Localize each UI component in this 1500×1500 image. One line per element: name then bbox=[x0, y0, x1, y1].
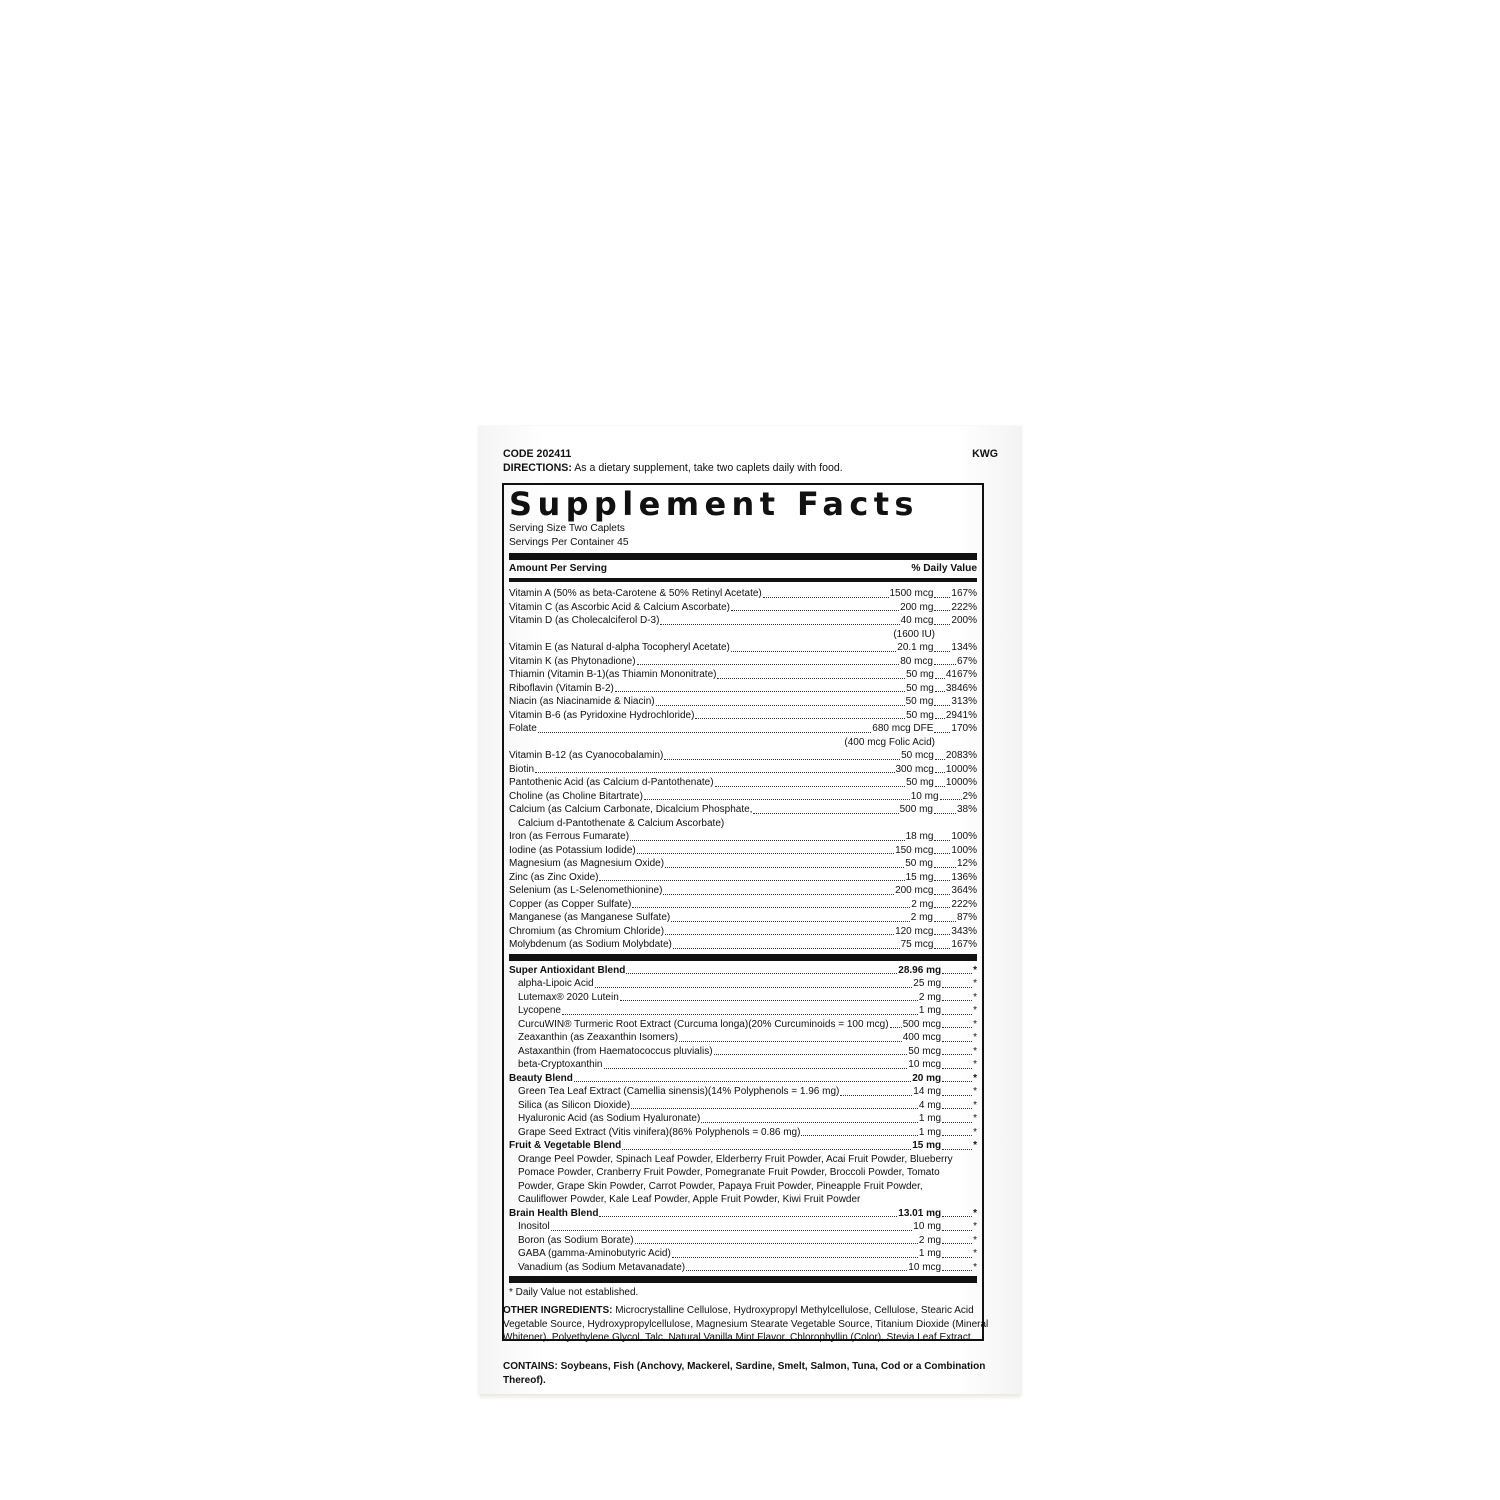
dot-leader bbox=[731, 610, 899, 611]
dot-leader bbox=[717, 678, 905, 679]
dot-leader bbox=[630, 840, 905, 841]
nutrient-daily-value: 364% bbox=[951, 885, 977, 896]
nutrient-amount: 20 mg bbox=[912, 1072, 942, 1084]
nutrient-amount: 20.1 mg bbox=[897, 642, 934, 653]
nutrient-name: Iodine (as Potassium Iodide) bbox=[509, 844, 636, 856]
divider-medium bbox=[509, 578, 977, 582]
dot-leader bbox=[632, 907, 910, 908]
dot-leader bbox=[942, 1149, 972, 1150]
dot-leader bbox=[535, 772, 894, 773]
nutrient-daily-value: * bbox=[973, 964, 977, 976]
dot-leader bbox=[935, 718, 945, 719]
nutrient-row bbox=[509, 911, 977, 925]
dot-leader bbox=[934, 921, 956, 922]
dot-leader bbox=[934, 705, 950, 706]
nutrient-row bbox=[509, 977, 977, 991]
nutrient-name: Niacin (as Niacinamide & Niacin) bbox=[509, 696, 655, 707]
nutrient-daily-value: * bbox=[973, 1059, 977, 1070]
nutrient-row bbox=[509, 1207, 977, 1221]
dot-leader bbox=[942, 1095, 972, 1096]
vitamin-d-note: (1600 IU) bbox=[893, 628, 935, 640]
dot-leader bbox=[686, 1270, 907, 1271]
dot-leader bbox=[942, 1216, 972, 1217]
nutrient-name: Silica (as Silicon Dioxide) bbox=[518, 1099, 631, 1111]
nutrient-amount: 500 mg bbox=[899, 804, 933, 815]
nutrient-daily-value: 3846% bbox=[945, 682, 977, 694]
nutrient-amount: 15 mg bbox=[905, 871, 934, 883]
divider-footer bbox=[509, 1276, 977, 1283]
nutrient-daily-value: 313% bbox=[951, 696, 977, 707]
dot-leader bbox=[934, 907, 950, 908]
nutrient-name: Vitamin B-12 (as Cyanocobalamin) bbox=[509, 750, 664, 761]
nutrient-amount: 2 mg bbox=[911, 898, 934, 910]
nutrient-row bbox=[509, 1112, 977, 1126]
nutrient-row bbox=[509, 776, 977, 790]
dot-leader bbox=[714, 1054, 908, 1055]
nutrient-row bbox=[509, 614, 977, 628]
panel-bottom-edge bbox=[480, 1394, 1020, 1400]
nutrient-name: Pantothenic Acid (as Calcium d-Pantothenate) bbox=[509, 777, 714, 788]
dot-leader bbox=[599, 1216, 897, 1217]
nutrient-row bbox=[509, 938, 977, 952]
nutrient-row bbox=[509, 857, 977, 871]
nutrient-name: Molybdenum (as Sodium Molybdate) bbox=[509, 939, 672, 950]
nutrient-name: GABA (gamma-Aminobutyric Acid) bbox=[518, 1248, 671, 1259]
dot-leader bbox=[664, 759, 900, 760]
dot-leader bbox=[942, 1243, 972, 1244]
nutrient-amount: 50 mcg bbox=[908, 1045, 942, 1057]
nutrient-row bbox=[509, 1234, 977, 1248]
nutrient-amount: 50 mg bbox=[906, 682, 934, 694]
nutrient-daily-value: * bbox=[973, 1086, 977, 1097]
nutrient-row bbox=[509, 722, 977, 736]
nutrient-daily-value: * bbox=[973, 1261, 977, 1273]
nutrient-daily-value: 136% bbox=[951, 871, 977, 883]
dot-leader bbox=[635, 1243, 918, 1244]
nutrient-row bbox=[509, 749, 977, 763]
nutrient-daily-value: * bbox=[973, 991, 977, 1003]
nutrient-name: Hyaluronic Acid (as Sodium Hyaluronate) bbox=[518, 1113, 701, 1124]
nutrient-amount: 300 mcg bbox=[895, 763, 934, 775]
nutrient-daily-value: 200% bbox=[951, 615, 977, 626]
nutrient-name: alpha-Lipoic Acid bbox=[518, 978, 594, 989]
vitamin-list bbox=[509, 587, 977, 952]
nutrient-daily-value: * bbox=[973, 1072, 977, 1084]
dot-leader bbox=[637, 853, 894, 854]
nutrient-daily-value: 100% bbox=[951, 831, 977, 842]
dot-leader bbox=[574, 1081, 911, 1082]
blend-list bbox=[509, 964, 977, 1275]
nutrient-name: Fruit & Vegetable Blend bbox=[509, 1140, 622, 1151]
daily-value-label: % Daily Value bbox=[911, 563, 977, 574]
dot-leader bbox=[671, 921, 910, 922]
nutrient-row bbox=[509, 1045, 977, 1059]
other-ingredients bbox=[503, 1304, 1003, 1345]
nutrient-row bbox=[509, 655, 977, 669]
nutrient-amount: 10 mcg bbox=[908, 1059, 942, 1070]
nutrient-name: Copper (as Copper Sulfate) bbox=[509, 898, 632, 910]
product-code: CODE 202411 bbox=[503, 448, 572, 460]
nutrient-daily-value: 2083% bbox=[945, 750, 977, 761]
nutrient-row bbox=[509, 884, 977, 898]
dot-leader bbox=[934, 624, 950, 625]
nutrient-row bbox=[509, 682, 977, 696]
nutrient-name: Beauty Blend bbox=[509, 1072, 573, 1084]
fruit-vegetable-ingredients: Orange Peel Powder, Spinach Leaf Powder, Elderberry Fruit Powder, Acai Fruit Powder, Blueberry Pomace Powder, Cranberry Fruit Powder, Pomegranate Fruit Powder, Broccoli Powder, Tomato Powder, Grape Skin Powder, Carrot Powder, Papaya Fruit Powder, Pineapple Fruit Powder, Cauliflower Powder, Kale Leaf Powder, Apple Fruit Powder, Kiwi Fruit Powder bbox=[518, 1153, 953, 1205]
divider-thick bbox=[509, 553, 977, 560]
nutrient-name: Astaxanthin (from Haematococcus pluvialis) bbox=[518, 1045, 713, 1057]
nutrient-amount: 75 mcg bbox=[900, 939, 934, 950]
nutrient-name: Boron (as Sodium Borate) bbox=[518, 1234, 634, 1246]
dot-leader bbox=[656, 705, 905, 706]
dot-leader bbox=[935, 691, 945, 692]
nutrient-amount: 25 mg bbox=[913, 978, 942, 989]
nutrient-row bbox=[509, 1126, 977, 1140]
nutrient-row bbox=[509, 587, 977, 601]
nutrient-name: Choline (as Choline Bitartrate) bbox=[509, 790, 643, 802]
dot-leader bbox=[935, 759, 945, 760]
nutrient-daily-value: 38% bbox=[956, 804, 977, 815]
nutrient-amount: 10 mg bbox=[910, 790, 939, 802]
nutrient-amount: 200 mg bbox=[900, 601, 934, 613]
dot-leader bbox=[715, 786, 906, 787]
nutrient-daily-value: 100% bbox=[951, 844, 977, 856]
nutrient-row bbox=[509, 898, 977, 912]
nutrient-amount: 10 mg bbox=[913, 1221, 942, 1232]
nutrient-amount: 50 mg bbox=[905, 696, 934, 707]
nutrient-name: Lutemax® 2020 Lutein bbox=[518, 991, 619, 1003]
nutrient-name: Biotin bbox=[509, 763, 535, 775]
nutrient-amount: 2 mg bbox=[910, 912, 933, 923]
nutrient-row bbox=[509, 1085, 977, 1099]
dot-leader bbox=[562, 1014, 918, 1015]
nutrient-row bbox=[509, 1139, 977, 1153]
nutrient-name: Vitamin C (as Ascorbic Acid & Calcium Ascorbate) bbox=[509, 601, 731, 613]
nutrient-name: Lycopene bbox=[518, 1005, 561, 1016]
kwg-code: KWG bbox=[972, 448, 998, 460]
nutrient-daily-value: * bbox=[973, 1099, 977, 1111]
nutrient-amount: 13.01 mg bbox=[898, 1207, 942, 1219]
daily-value-note: * Daily Value not established. bbox=[509, 1287, 639, 1298]
dot-leader bbox=[934, 651, 950, 652]
nutrient-amount: 2 mg bbox=[918, 991, 942, 1003]
nutrient-name: Green Tea Leaf Extract (Camellia sinensis)(14% Polyphenols = 1.96 mg) bbox=[518, 1086, 840, 1097]
nutrient-amount: 4 mg bbox=[918, 1099, 942, 1111]
nutrient-name: Riboflavin (Vitamin B-2) bbox=[509, 682, 614, 694]
dot-leader bbox=[663, 894, 894, 895]
amount-per-serving-label: Amount Per Serving bbox=[509, 563, 607, 574]
serving-size: Serving Size Two Caplets bbox=[509, 523, 625, 534]
nutrient-name: Vitamin A (50% as beta-Carotene & 50% Retinyl Acetate) bbox=[509, 588, 762, 599]
nutrient-amount: 1 mg bbox=[918, 1248, 942, 1259]
dot-leader bbox=[934, 880, 950, 881]
nutrient-name: Super Antioxidant Blend bbox=[509, 964, 626, 976]
dot-leader bbox=[942, 987, 972, 988]
nutrient-name: Iron (as Ferrous Fumarate) bbox=[509, 831, 630, 842]
dot-leader bbox=[551, 1230, 913, 1231]
dot-leader bbox=[660, 624, 899, 625]
nutrient-name: Grape Seed Extract (Vitis vinifera)(86% Polyphenols = 0.86 mg) bbox=[518, 1126, 801, 1138]
dot-leader bbox=[801, 1135, 917, 1136]
nutrient-name: Selenium (as L-Selenomethionine) bbox=[509, 885, 663, 896]
dot-leader bbox=[942, 1054, 972, 1055]
dot-leader bbox=[595, 987, 913, 988]
nutrient-daily-value: * bbox=[973, 1018, 977, 1030]
nutrient-row bbox=[509, 695, 977, 709]
dot-leader bbox=[679, 1041, 902, 1042]
nutrient-daily-value: 4167% bbox=[945, 669, 977, 680]
nutrient-name: Zinc (as Zinc Oxide) bbox=[509, 871, 599, 883]
nutrient-daily-value: 12% bbox=[956, 858, 977, 869]
nutrient-name: Vitamin D (as Cholecalciferol D-3) bbox=[509, 615, 660, 626]
nutrient-daily-value: * bbox=[973, 1234, 977, 1246]
dot-leader bbox=[934, 867, 956, 868]
nutrient-name: Zeaxanthin (as Zeaxanthin Isomers) bbox=[518, 1032, 679, 1043]
nutrient-daily-value: * bbox=[973, 1221, 977, 1232]
nutrient-daily-value: 87% bbox=[956, 912, 977, 923]
nutrient-daily-value: 2941% bbox=[945, 709, 977, 721]
nutrient-row bbox=[509, 1220, 977, 1234]
nutrient-name: Vitamin B-6 (as Pyridoxine Hydrochloride) bbox=[509, 709, 695, 721]
nutrient-row bbox=[509, 668, 977, 682]
nutrient-amount: 14 mg bbox=[913, 1086, 942, 1097]
calcium-note: Calcium d-Pantothenate & Calcium Ascorbate) bbox=[518, 817, 725, 829]
dot-leader bbox=[935, 786, 945, 787]
nutrient-name: Thiamin (Vitamin B-1)(as Thiamin Mononitrate) bbox=[509, 669, 717, 680]
nutrient-row bbox=[509, 830, 977, 844]
nutrient-daily-value: 134% bbox=[951, 642, 977, 653]
dot-leader bbox=[942, 1270, 972, 1271]
contains-statement: CONTAINS: Soybeans, Fish (Anchovy, Mackerel, Sardine, Smelt, Salmon, Tuna, Cod or a Combination Thereof). bbox=[503, 1361, 986, 1386]
nutrient-amount: 50 mg bbox=[906, 709, 934, 721]
nutrient-daily-value: 1000% bbox=[945, 763, 977, 775]
nutrient-name: Brain Health Blend bbox=[509, 1207, 599, 1219]
dot-leader bbox=[942, 1027, 972, 1028]
nutrient-daily-value: * bbox=[973, 1005, 977, 1016]
dot-leader bbox=[622, 1149, 911, 1150]
nutrient-row bbox=[509, 1018, 977, 1032]
nutrient-daily-value: * bbox=[973, 1248, 977, 1259]
dot-leader bbox=[615, 691, 905, 692]
nutrient-name: Calcium (as Calcium Carbonate, Dicalcium Phosphate, bbox=[509, 804, 753, 815]
nutrient-name: CurcuWIN® Turmeric Root Extract (Curcuma longa)(20% Curcuminoids = 100 mcg) bbox=[518, 1018, 889, 1030]
nutrient-name: Folate bbox=[509, 723, 537, 734]
dot-leader bbox=[840, 1095, 912, 1096]
dot-leader bbox=[631, 1108, 918, 1109]
nutrient-amount: 50 mg bbox=[906, 669, 934, 680]
dot-leader bbox=[701, 1122, 918, 1123]
dot-leader bbox=[934, 853, 950, 854]
nutrient-name: Chromium (as Chromium Chloride) bbox=[509, 925, 665, 937]
dot-leader bbox=[604, 1068, 908, 1069]
dot-leader bbox=[626, 973, 897, 974]
amount-header bbox=[509, 562, 977, 576]
directions-label: DIRECTIONS: bbox=[503, 462, 572, 474]
dot-leader bbox=[942, 1068, 972, 1069]
supplement-facts-box bbox=[502, 483, 984, 1341]
nutrient-amount: 2 mg bbox=[918, 1234, 942, 1246]
nutrient-amount: 28.96 mg bbox=[898, 964, 942, 976]
nutrient-daily-value: 167% bbox=[951, 939, 977, 950]
other-ingredients-label: OTHER INGREDIENTS: bbox=[503, 1305, 613, 1316]
nutrient-amount: 200 mcg bbox=[895, 885, 934, 896]
nutrient-daily-value: 2% bbox=[962, 790, 977, 802]
nutrient-amount: 1 mg bbox=[918, 1113, 942, 1124]
dot-leader bbox=[665, 867, 904, 868]
dot-leader bbox=[942, 1081, 972, 1082]
nutrient-daily-value: * bbox=[973, 1113, 977, 1124]
dot-leader bbox=[942, 1108, 972, 1109]
nutrient-amount: 80 mcg bbox=[900, 655, 933, 667]
supplement-label-panel bbox=[478, 426, 1022, 1396]
nutrient-row bbox=[509, 790, 977, 804]
nutrient-row bbox=[509, 991, 977, 1005]
dot-leader bbox=[934, 948, 950, 949]
nutrient-amount: 1 mg bbox=[918, 1126, 942, 1138]
nutrient-name: Inositol bbox=[518, 1221, 550, 1232]
nutrient-amount: 50 mcg bbox=[901, 750, 934, 761]
dot-leader bbox=[538, 732, 871, 733]
nutrient-daily-value: 222% bbox=[951, 898, 977, 910]
dot-leader bbox=[673, 948, 900, 949]
divider-blends bbox=[509, 954, 977, 961]
nutrient-daily-value: * bbox=[973, 978, 977, 989]
nutrient-daily-value: 67% bbox=[956, 655, 977, 667]
nutrient-daily-value: * bbox=[973, 1207, 977, 1219]
nutrient-row bbox=[509, 1058, 977, 1072]
dot-leader bbox=[934, 894, 950, 895]
nutrient-amount: 40 mcg bbox=[900, 615, 934, 626]
nutrient-daily-value: 170% bbox=[951, 723, 977, 734]
nutrient-name: Vitamin K (as Phytonadione) bbox=[509, 655, 636, 667]
nutrient-daily-value: 343% bbox=[951, 925, 977, 937]
dot-leader bbox=[935, 772, 945, 773]
nutrient-row bbox=[509, 763, 977, 777]
dot-leader bbox=[942, 1014, 972, 1015]
nutrient-daily-value: 167% bbox=[951, 588, 977, 599]
nutrient-amount: 1 mg bbox=[918, 1005, 942, 1016]
dot-leader bbox=[890, 1027, 902, 1028]
dot-leader bbox=[934, 664, 956, 665]
dot-leader bbox=[599, 880, 904, 881]
facts-title: Supplement Facts bbox=[509, 485, 919, 523]
nutrient-row bbox=[509, 1261, 977, 1275]
nutrient-row bbox=[509, 925, 977, 939]
nutrient-row bbox=[509, 844, 977, 858]
nutrient-name: Vitamin E (as Natural d-alpha Tocopheryl Acetate) bbox=[509, 642, 730, 653]
nutrient-daily-value: 222% bbox=[951, 601, 977, 613]
nutrient-amount: 680 mcg DFE bbox=[872, 723, 934, 734]
nutrient-daily-value: * bbox=[973, 1140, 977, 1151]
dot-leader bbox=[934, 597, 950, 598]
dot-leader bbox=[942, 1122, 972, 1123]
nutrient-daily-value: * bbox=[973, 1126, 977, 1138]
product-code-line bbox=[503, 448, 998, 461]
nutrient-row bbox=[509, 964, 977, 978]
nutrient-amount: 1500 mcg bbox=[889, 588, 934, 599]
dot-leader bbox=[934, 840, 950, 841]
dot-leader bbox=[942, 973, 972, 974]
dot-leader bbox=[753, 813, 898, 814]
nutrient-amount: 10 mcg bbox=[908, 1261, 942, 1273]
dot-leader bbox=[942, 1000, 972, 1001]
dot-leader bbox=[934, 813, 956, 814]
nutrient-amount: 120 mcg bbox=[895, 925, 934, 937]
dot-leader bbox=[672, 1257, 918, 1258]
nutrient-row bbox=[509, 641, 977, 655]
other-ingredients-text: Microcrystalline Cellulose, Hydroxypropyl Methylcellulose, Cellulose, Stearic Acid Vegetable Source, Hydroxypropylcellulose, Magnesium Stearate Vegetable Source, Titanium Dioxide (Mineral Whitener), Polyethylene Glycol, Talc, Natural Vanilla Mint Flavor, Chlorophyllin (Color), Stevia Leaf Extract. bbox=[503, 1305, 989, 1343]
dot-leader bbox=[644, 799, 910, 800]
nutrient-row bbox=[509, 1072, 977, 1086]
nutrient-row bbox=[509, 1247, 977, 1261]
nutrient-amount: 50 mg bbox=[905, 858, 933, 869]
nutrient-name: Manganese (as Manganese Sulfate) bbox=[509, 912, 671, 923]
dot-leader bbox=[695, 718, 905, 719]
dot-leader bbox=[731, 651, 896, 652]
directions-text: As a dietary supplement, take two caplets daily with food. bbox=[571, 462, 843, 474]
dot-leader bbox=[934, 934, 950, 935]
dot-leader bbox=[620, 1000, 918, 1001]
nutrient-daily-value: * bbox=[973, 1032, 977, 1043]
dot-leader bbox=[934, 610, 950, 611]
nutrient-name: beta-Cryptoxanthin bbox=[518, 1059, 603, 1070]
nutrient-name: Magnesium (as Magnesium Oxide) bbox=[509, 858, 665, 869]
nutrient-daily-value: * bbox=[973, 1045, 977, 1057]
dot-leader bbox=[665, 934, 894, 935]
nutrient-amount: 150 mcg bbox=[895, 844, 934, 856]
dot-leader bbox=[942, 1257, 972, 1258]
dot-leader bbox=[942, 1230, 972, 1231]
nutrient-name: Vanadium (as Sodium Metavanadate) bbox=[518, 1261, 686, 1273]
dot-leader bbox=[942, 1135, 972, 1136]
folate-note: (400 mcg Folic Acid) bbox=[844, 736, 935, 748]
nutrient-amount: 400 mcg bbox=[902, 1032, 942, 1043]
nutrient-amount: 18 mg bbox=[905, 831, 934, 842]
dot-leader bbox=[763, 597, 889, 598]
dot-leader bbox=[637, 664, 900, 665]
nutrient-row bbox=[509, 709, 977, 723]
nutrient-row bbox=[509, 601, 977, 615]
nutrient-row bbox=[509, 871, 977, 885]
nutrient-amount: 15 mg bbox=[912, 1140, 942, 1151]
nutrient-daily-value: 1000% bbox=[945, 777, 977, 788]
dot-leader bbox=[934, 732, 950, 733]
nutrient-amount: 500 mcg bbox=[902, 1018, 942, 1030]
nutrient-row bbox=[509, 803, 977, 817]
dot-leader bbox=[935, 678, 945, 679]
nutrient-row bbox=[509, 1004, 977, 1018]
nutrient-amount: 50 mg bbox=[906, 777, 934, 788]
dot-leader bbox=[942, 1041, 972, 1042]
nutrient-row bbox=[509, 1031, 977, 1045]
nutrient-row bbox=[509, 1099, 977, 1113]
dot-leader bbox=[940, 799, 962, 800]
directions bbox=[503, 462, 998, 475]
servings-per-container: Servings Per Container 45 bbox=[509, 536, 629, 548]
